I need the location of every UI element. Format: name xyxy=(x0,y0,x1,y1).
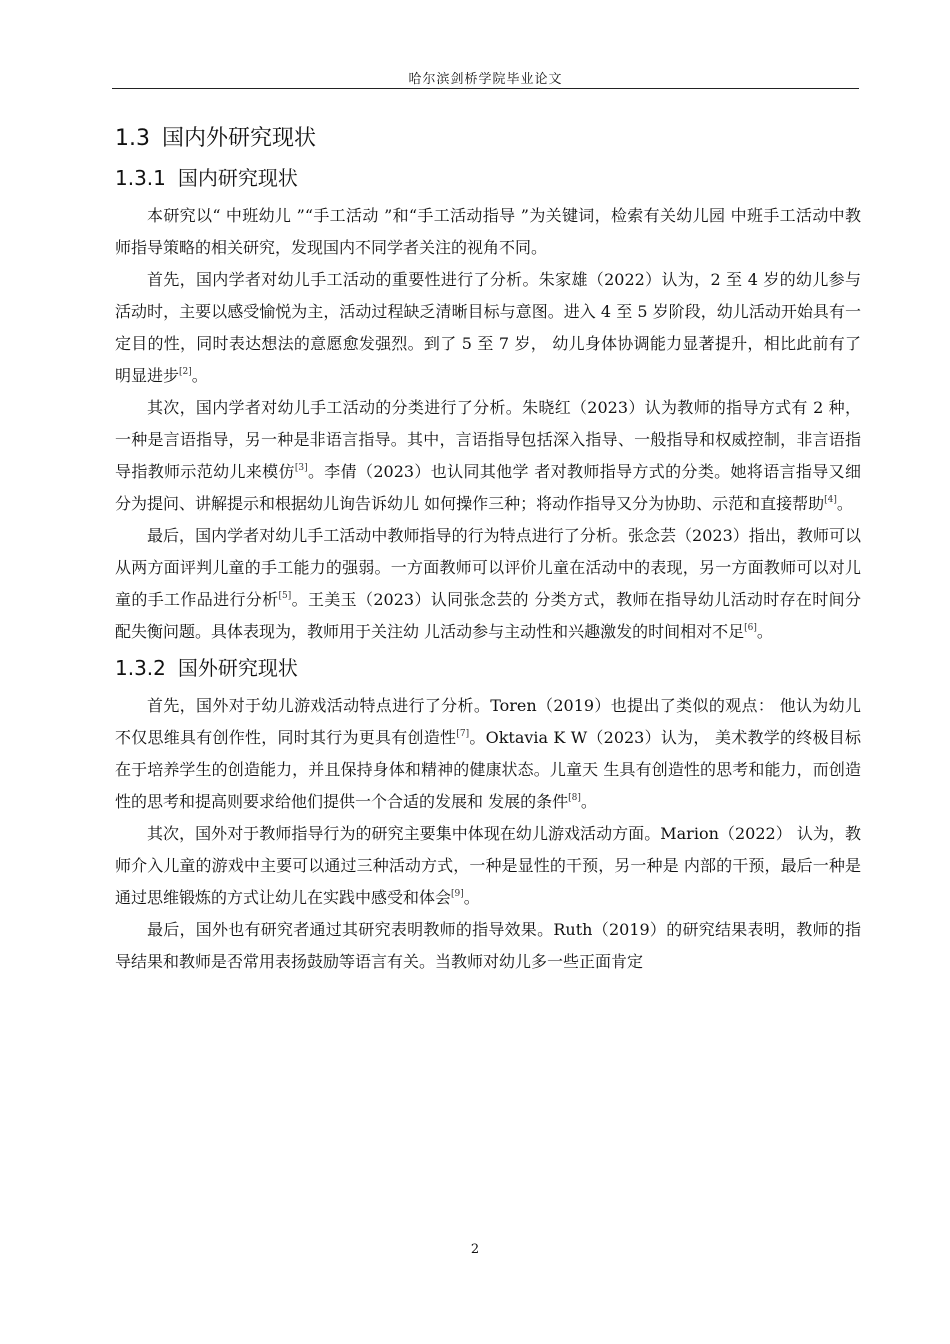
citation: [2] xyxy=(179,367,192,377)
paragraph-text: 其次，国外对于教师指导行为的研究主要集中体现在幼儿游戏活动方面。Marion（2022） 认为，教师介入儿童的游戏中主要可以通过三种活动方式，一种是显性的干预，另一种是 内部的干预，最后一种是通过思维锻炼的方式让幼儿在实践中感受和体会 xyxy=(115,824,861,907)
paragraph-text: 。Oktavia K W（2023）认为， 美术教学的终极目标在于培养学生的创造能力，并且保持身体和精神的健康状态。儿童天 生具有创造性的思考和能力，而创造性的思考和提高则要求给他们提供一个合适的发展和 发展的条件 xyxy=(115,728,861,811)
citation: [4] xyxy=(824,495,837,505)
paragraph xyxy=(115,520,861,648)
domestic-section xyxy=(115,200,861,648)
section-heading xyxy=(115,122,861,158)
header-rule xyxy=(112,88,859,89)
subsection-heading-foreign xyxy=(115,652,861,686)
paragraph-text: 首先，国外对于幼儿游戏活动特点进行了分析。Toren（2019）也提出了类似的观点： 他认为幼儿不仅思维具有创作性，同时其行为更具有创造性 xyxy=(115,696,861,747)
paragraph-text: 。李倩（2023）也认同其他学 者对教师指导方式的分类。她将语言指导又细分为提问、讲解提示和根据幼儿询告诉幼儿 如何操作三种；将动作指导又分为协助、示范和直接帮助 xyxy=(115,462,861,513)
paragraph-end: 。 xyxy=(191,366,208,385)
paragraph-text: 其次，国内学者对幼儿手工活动的分类进行了分析。朱晓红（2023）认为教师的指导方式有 2 种，一种是言语指导，另一种是非语言指导。其中，言语指导包括深入指导、一般指导和权威控制，非言语指导指教师示范幼儿来模仿 xyxy=(115,398,861,481)
subsection-number: 1.3.1 xyxy=(115,166,166,190)
citation: [8] xyxy=(568,793,581,803)
paragraph xyxy=(115,200,861,264)
subsection-title: 国外研究现状 xyxy=(177,656,298,680)
citation: [9] xyxy=(451,889,464,899)
paragraph-text: 首先，国内学者对幼儿手工活动的重要性进行了分析。朱家雄（2022）认为，2 至 4 岁的幼儿参与活动时，主要以感受愉悦为主，活动过程缺乏清晰目标与意图。进入 4 至 5 岁阶段，幼儿活动开始具有一定目的性，同时表达想法的意愿愈发强烈。到了 5 至 7 岁， 幼儿身体协调能力显著提升，相比此前有了明显进步 xyxy=(115,270,861,385)
paragraph-text: 最后，国内学者对幼儿手工活动中教师指导的行为特点进行了分析。张念芸（2023）指出，教师可以从两方面评判儿童的手工能力的强弱。一方面教师可以评价儿童在活动中的表现，另一方面教师可以对儿童的手工作品进行分析 xyxy=(115,526,861,609)
paragraph-text: 最后，国外也有研究者通过其研究表明教师的指导效果。Ruth（2019）的研究结果表明，教师的指导结果和教师是否常用表扬鼓励等语言有关。当教师对幼儿多一些正面肯定 xyxy=(115,920,861,971)
paragraph xyxy=(115,264,861,392)
citation: [7] xyxy=(456,729,470,739)
running-header: 哈尔滨剑桥学院毕业论文 xyxy=(408,72,563,87)
subsection-title: 国内研究现状 xyxy=(177,166,298,190)
subsection-number: 1.3.2 xyxy=(115,656,166,680)
paragraph-end: 。 xyxy=(580,792,597,811)
foreign-section xyxy=(115,690,861,978)
section-title: 国内外研究现状 xyxy=(162,126,317,151)
paragraph-text: 。王美玉（2023）认同张念芸的 分类方式，教师在指导幼儿活动时存在时间分配失衡问题。具体表现为，教师用于关注幼 儿活动参与主动性和兴趣激发的时间相对不足 xyxy=(115,590,861,641)
citation: [3] xyxy=(294,463,308,473)
page-body xyxy=(115,122,861,978)
paragraph-end: 。 xyxy=(756,622,773,641)
subsection-heading-domestic xyxy=(115,162,861,196)
paragraph-text: 本研究以“ 中班幼儿 ”“手工活动 ”和“手工活动指导 ”为关键词，检索有关幼儿园 中班手工活动中教师指导策略的相关研究，发现国内不同学者关注的视角不同。 xyxy=(115,206,861,257)
section-number: 1.3 xyxy=(115,126,150,151)
citation: [6] xyxy=(744,623,757,633)
paragraph xyxy=(115,818,861,914)
paragraph xyxy=(115,690,861,818)
paragraph xyxy=(115,392,861,520)
paragraph-end: 。 xyxy=(836,494,853,513)
paragraph-end: 。 xyxy=(463,888,480,907)
page-number: 2 xyxy=(470,1242,480,1257)
paragraph xyxy=(115,914,861,978)
citation: [5] xyxy=(278,591,292,601)
